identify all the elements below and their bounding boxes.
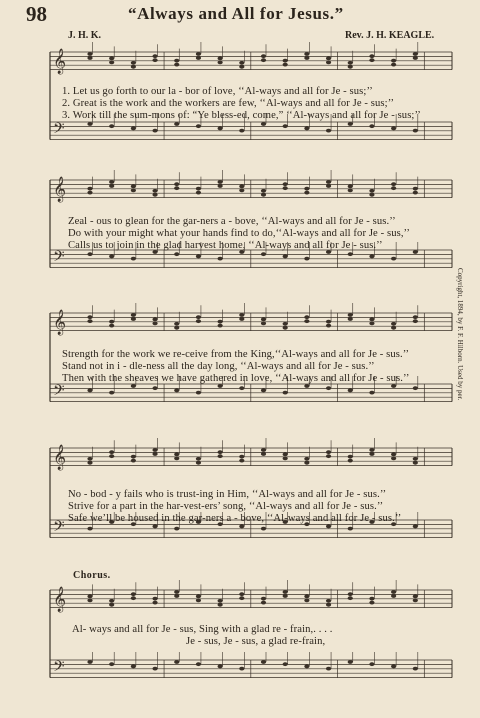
note-head [218,454,223,458]
note-head [413,191,418,195]
note-head [87,187,92,191]
note-head [239,189,244,193]
bass-clef-icon: 𝄢 [53,120,65,141]
note-head [413,52,418,56]
note-head [196,599,201,603]
note-head [239,455,244,459]
note-head [413,667,418,671]
note-head [174,457,179,461]
note-head [413,599,418,603]
copyright-note [452,268,466,443]
note-head [283,662,288,666]
note-head [131,313,136,317]
note-head [152,189,157,193]
note-head [109,599,114,603]
note-head [174,326,179,330]
note-head [369,255,374,259]
note-head [369,54,374,58]
note-head [131,665,136,669]
note-head [131,65,136,69]
note-head [239,667,244,671]
note-head [326,57,331,61]
note-head [261,452,266,456]
note-head [348,122,353,126]
note-head [261,122,266,126]
chorus-lyric-line: Je - sus, Je - sus, a glad re-frain, [186,636,326,647]
note-head [369,318,374,322]
note-head [131,455,136,459]
note-head [304,319,309,323]
note-head [369,189,374,193]
note-head [413,595,418,599]
note-head [348,313,353,317]
note-head [218,603,223,607]
note-head [348,592,353,596]
note-head [413,187,418,191]
note-head [304,257,309,261]
note-head [218,184,223,188]
note-head [87,595,92,599]
note-head [218,320,223,324]
note-head [326,180,331,184]
lyric-line: Strive for a part in the har-vest-ers’ song, ‘‘Al-ways and all for Je - sus.’’ [68,501,384,512]
note-head [348,389,353,393]
note-head [413,457,418,461]
note-head [131,317,136,321]
note-head [261,54,266,58]
note-head [413,250,418,254]
note-head [304,191,309,195]
note-head [369,58,374,62]
note-head [109,391,114,395]
note-head [283,453,288,457]
note-head [283,594,288,598]
note-head [239,313,244,317]
note-head [87,319,92,323]
note-head [239,65,244,69]
note-head [283,391,288,395]
note-head [391,384,396,388]
note-head [196,662,201,666]
note-head [391,63,396,67]
note-head [283,186,288,190]
note-head [391,590,396,594]
treble-clef-icon: 𝄞 [53,177,67,202]
note-head [413,386,418,390]
note-head [239,317,244,321]
note-head [87,527,92,531]
note-head [261,389,266,393]
note-head [391,322,396,326]
note-head [369,322,374,326]
note-head [239,129,244,133]
note-head [174,389,179,393]
note-head [131,384,136,388]
note-head [413,56,418,60]
note-head [283,255,288,259]
lyric-line: Do with your might what your hands find to do,‘‘Al-ways and all for Je - sus,’’ [68,228,411,239]
note-head [174,252,179,256]
note-head [304,187,309,191]
note-head [131,189,136,193]
note-head [239,386,244,390]
note-head [326,129,331,133]
note-head [131,185,136,189]
note-head [131,592,136,596]
note-head [283,326,288,330]
note-head [261,597,266,601]
note-head [174,59,179,63]
note-head [326,386,331,390]
note-head [326,324,331,328]
page-number: 98 [26,2,47,26]
note-head [196,457,201,461]
note-head [87,56,92,60]
note-head [152,129,157,133]
treble-clef-icon: 𝄞 [53,310,67,335]
author-credit: Rev. J. H. KEAGLE. [345,30,435,41]
note-head [239,459,244,463]
note-head [261,58,266,62]
note-head [218,384,223,388]
note-head [326,61,331,65]
note-head [174,322,179,326]
note-head [109,662,114,666]
lyric-line: Strength for the work we re-ceive from the King,‘‘Al-ways and all for Je - sus.’’ [62,349,410,360]
note-head [326,184,331,188]
note-head [174,594,179,598]
note-head [261,322,266,326]
note-head [152,193,157,197]
note-head [109,454,114,458]
note-head [283,124,288,128]
lyric-line: 2. Great is the work and the workers are few, ‘‘Al-ways and all for Je - sus;’’ [62,98,395,109]
note-head [369,452,374,456]
note-head [348,459,353,463]
note-head [87,122,92,126]
bass-clef-icon: 𝄢 [53,518,65,539]
note-head [391,126,396,130]
note-head [304,56,309,60]
note-head [326,320,331,324]
note-head [196,187,201,191]
note-head [218,257,223,261]
note-head [174,182,179,186]
note-head [304,52,309,56]
note-head [218,450,223,454]
note-head [109,603,114,607]
note-head [326,599,331,603]
note-head [152,58,157,62]
note-head [196,191,201,195]
note-head [152,318,157,322]
lyric-line: 3. Work till the sum-mons of: “Ye bless-ed, come,” ‘‘Al-ways and all for Je - sus;’’ [62,110,421,121]
bass-clef-icon: 𝄢 [53,248,65,269]
note-head [218,61,223,65]
note-head [174,63,179,67]
note-head [261,193,266,197]
note-head [218,57,223,61]
treble-clef-icon: 𝄞 [53,445,67,470]
note-head [131,459,136,463]
treble-clef-icon: 𝄞 [53,49,67,74]
note-head [218,180,223,184]
note-head [174,186,179,190]
note-head [261,189,266,193]
note-head [348,596,353,600]
note-head [239,592,244,596]
note-head [218,126,223,130]
note-head [348,317,353,321]
note-head [304,457,309,461]
note-head [109,124,114,128]
note-head [152,525,157,529]
lyric-line: Stand not in i - dle-ness all the day long, ‘‘Al-ways and all for Je - sus.’’ [62,361,375,372]
note-head [413,315,418,319]
note-head [196,461,201,465]
note-head [87,52,92,56]
note-head [391,186,396,190]
note-head [131,61,136,65]
note-head [196,595,201,599]
lyric-line: Then with the sheaves we have gathered in love, ‘‘Al-ways and all for Je - sus.’’ [62,373,410,384]
note-head [196,391,201,395]
note-head [131,126,136,130]
note-head [239,525,244,529]
lyric-line: Zeal - ous to glean for the gar-ners a - bove, ‘‘Al-ways and all for Je - sus.’’ [68,216,396,227]
note-head [283,59,288,63]
note-head [152,667,157,671]
note-head [283,457,288,461]
note-head [152,448,157,452]
note-head [369,597,374,601]
note-head [152,452,157,456]
note-head [174,527,179,531]
note-head [304,461,309,465]
note-head [391,453,396,457]
note-head [239,596,244,600]
note-head [326,667,331,671]
note-head [261,601,266,605]
copyright-text: Copyright, 1894, by F. F. Hilborn. Used by per. [456,268,464,401]
note-head [348,527,353,531]
note-head [348,185,353,189]
note-head [261,448,266,452]
lyric-line: Calls us to join in the glad harvest home, ‘‘Al-ways and all for Je - sus.’’ [68,240,383,251]
bass-clef-icon: 𝄢 [53,658,65,679]
lyric-line: Safe we’ll be housed in the gar-ners a - bove, ‘‘Al-ways and all for Je - sus.’’ [68,513,402,524]
note-head [174,122,179,126]
hymn-title: “Always and All for Jesus.” [128,4,344,23]
note-head [304,595,309,599]
note-head [87,389,92,393]
note-head [261,252,266,256]
note-head [369,601,374,605]
note-head [369,391,374,395]
note-head [348,189,353,193]
note-head [261,660,266,664]
note-head [413,129,418,133]
note-head [391,326,396,330]
note-head [304,315,309,319]
composer-credit: J. H. K. [68,30,102,41]
note-head [304,384,309,388]
note-head [87,599,92,603]
note-head [87,252,92,256]
note-head [109,61,114,65]
note-head [87,461,92,465]
note-head [109,57,114,61]
note-head [218,665,223,669]
note-head [152,322,157,326]
note-head [196,56,201,60]
note-head [87,457,92,461]
note-head [369,124,374,128]
note-head [391,257,396,261]
note-head [326,454,331,458]
note-head [261,527,266,531]
note-head [391,594,396,598]
note-head [283,63,288,67]
note-head [152,601,157,605]
note-head [348,61,353,65]
note-head [369,193,374,197]
note-head [196,319,201,323]
note-head [239,185,244,189]
note-head [87,191,92,195]
note-head [304,599,309,603]
note-head [283,182,288,186]
note-head [326,603,331,607]
note-head [348,65,353,69]
note-head [109,450,114,454]
note-head [109,320,114,324]
note-head [239,61,244,65]
note-head [109,184,114,188]
note-head [326,525,331,529]
note-head [109,324,114,328]
note-head [131,257,136,261]
note-head [152,597,157,601]
note-head [283,590,288,594]
lyric-line: No - bod - y fails who is trust-ing in Him, ‘‘Al-ways and all for Je - sus.’’ [68,489,387,500]
note-head [174,590,179,594]
lyric-line: 1. Let us go forth to our la - bor of love, ‘‘Al-ways and all for Je - sus;’’ [62,86,373,97]
note-head [369,448,374,452]
treble-clef-icon: 𝄞 [53,587,67,612]
note-head [109,255,114,259]
note-head [413,461,418,465]
note-head [391,59,396,63]
note-head [87,660,92,664]
note-head [218,324,223,328]
note-head [152,386,157,390]
note-head [348,660,353,664]
note-head [152,54,157,58]
note-head [326,450,331,454]
note-head [413,525,418,529]
note-head [196,124,201,128]
note-head [348,252,353,256]
note-head [283,322,288,326]
note-head [87,315,92,319]
note-head [304,126,309,130]
note-head [348,455,353,459]
note-head [304,665,309,669]
chorus-label: Chorus. [73,570,111,581]
chorus-lyric-line: Al- ways and all for Je - sus, Sing with a glad re - frain,. . . . [72,624,333,635]
note-head [218,599,223,603]
note-head [174,660,179,664]
note-head [391,182,396,186]
note-head [369,662,374,666]
note-head [391,457,396,461]
note-head [413,319,418,323]
bass-clef-icon: 𝄢 [53,382,65,403]
note-head [131,596,136,600]
note-head [391,665,396,669]
note-head [196,315,201,319]
note-head [196,255,201,259]
note-head [261,318,266,322]
note-head [196,52,201,56]
note-head [174,453,179,457]
note-head [109,180,114,184]
